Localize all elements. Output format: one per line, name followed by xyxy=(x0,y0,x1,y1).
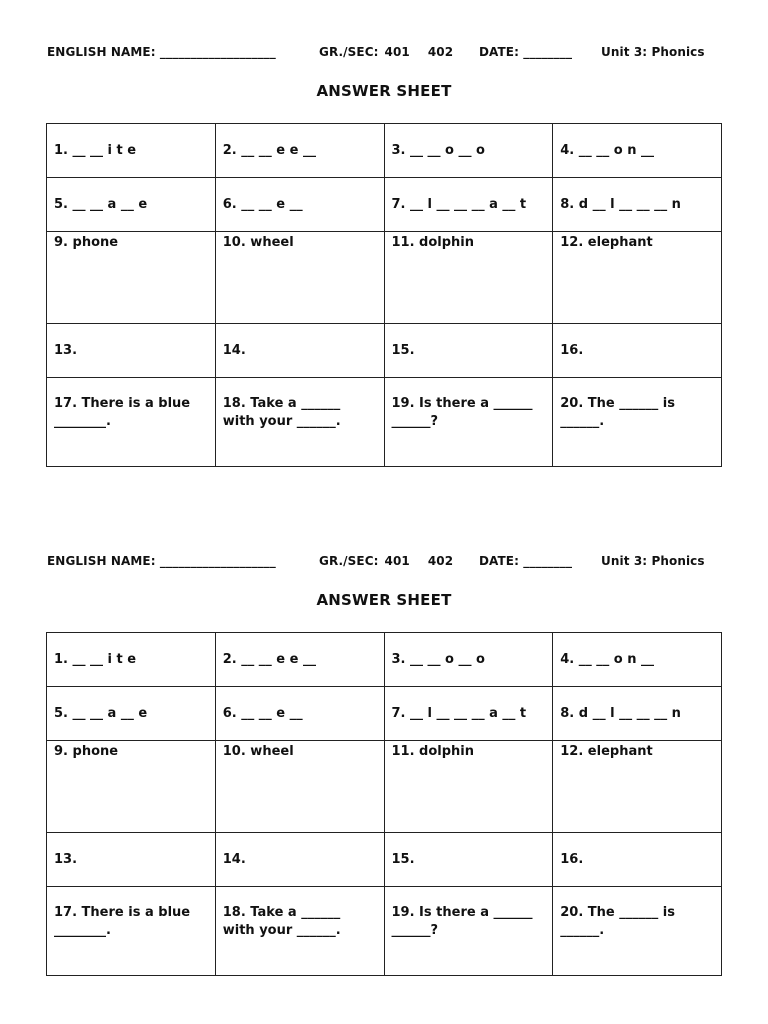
grid-row xyxy=(47,124,722,178)
section-401: 401 xyxy=(384,45,410,59)
answer-cell-15: 15. xyxy=(384,324,553,378)
answer-cell-19: 19. Is there a ______ ______? xyxy=(384,887,553,976)
answer-cell-15: 15. xyxy=(384,833,553,887)
answer-cell-18: 18. Take a ______ with your ______. xyxy=(215,378,384,467)
answer-cell-5: 5. __ __ a __ e xyxy=(47,687,216,741)
section-402: 402 xyxy=(427,45,454,59)
answer-cell-12: 12. elephant xyxy=(553,741,722,833)
date-label: DATE: ________ xyxy=(479,554,573,568)
answer-cell-5: 5. __ __ a __ e xyxy=(47,178,216,232)
answer-grid xyxy=(46,123,722,467)
answer-cell-16: 16. xyxy=(553,324,722,378)
answer-cell-18: 18. Take a ______ with your ______. xyxy=(215,887,384,976)
grid-row xyxy=(47,833,722,887)
answer-cell-16: 16. xyxy=(553,833,722,887)
answer-cell-13: 13. xyxy=(47,833,216,887)
unit-label: Unit 3: Phonics xyxy=(601,554,705,568)
grid-row xyxy=(47,178,722,232)
answer-cell-19: 19. Is there a ______ ______? xyxy=(384,378,553,467)
answer-cell-17: 17. There is a blue ________. xyxy=(47,378,216,467)
answer-cell-20: 20. The ______ is ______. xyxy=(553,378,722,467)
answer-cell-6: 6. __ __ e __ xyxy=(215,687,384,741)
answer-cell-12: 12. elephant xyxy=(553,232,722,324)
answer-cell-3: 3. __ __ o __ o xyxy=(384,124,553,178)
answer-cell-13: 13. xyxy=(47,324,216,378)
answer-cell-9: 9. phone xyxy=(47,741,216,833)
answer-cell-14: 14. xyxy=(215,324,384,378)
answer-cell-7: 7. __ l __ __ __ a __ t xyxy=(384,687,553,741)
english-name-label: ENGLISH NAME: ___________________ xyxy=(47,554,276,568)
section-402: 402 xyxy=(427,554,454,568)
grid-row xyxy=(47,232,722,324)
answer-cell-6: 6. __ __ e __ xyxy=(215,178,384,232)
answer-cell-2: 2. __ __ e e __ xyxy=(215,124,384,178)
answer-cell-20: 20. The ______ is ______. xyxy=(553,887,722,976)
answer-cell-10: 10. wheel xyxy=(215,741,384,833)
grade-section-label: GR./SEC: xyxy=(319,45,379,59)
answer-cell-4: 4. __ __ o n __ xyxy=(553,633,722,687)
unit-label: Unit 3: Phonics xyxy=(601,45,705,59)
grade-section-line xyxy=(319,45,453,59)
date-label: DATE: ________ xyxy=(479,45,573,59)
section-401: 401 xyxy=(384,554,410,568)
answer-grid xyxy=(46,632,722,976)
grid-row xyxy=(47,324,722,378)
grid-row xyxy=(47,633,722,687)
answer-cell-9: 9. phone xyxy=(47,232,216,324)
grade-section-line xyxy=(319,554,453,568)
grid-row xyxy=(47,887,722,976)
answer-cell-4: 4. __ __ o n __ xyxy=(553,124,722,178)
answer-cell-8: 8. d __ l __ __ __ n xyxy=(553,178,722,232)
answer-sheet-title: ANSWER SHEET xyxy=(316,82,452,100)
grid-row xyxy=(47,687,722,741)
answer-sheet-title: ANSWER SHEET xyxy=(316,591,452,609)
answer-cell-17: 17. There is a blue ________. xyxy=(47,887,216,976)
answer-cell-1: 1. __ __ i t e xyxy=(47,124,216,178)
grid-row xyxy=(47,741,722,833)
answer-cell-14: 14. xyxy=(215,833,384,887)
answer-cell-10: 10. wheel xyxy=(215,232,384,324)
answer-cell-11: 11. dolphin xyxy=(384,232,553,324)
answer-cell-8: 8. d __ l __ __ __ n xyxy=(553,687,722,741)
grade-section-label: GR./SEC: xyxy=(319,554,379,568)
answer-cell-11: 11. dolphin xyxy=(384,741,553,833)
english-name-label: ENGLISH NAME: ___________________ xyxy=(47,45,276,59)
answer-cell-3: 3. __ __ o __ o xyxy=(384,633,553,687)
answer-cell-7: 7. __ l __ __ __ a __ t xyxy=(384,178,553,232)
answer-cell-2: 2. __ __ e e __ xyxy=(215,633,384,687)
grid-row xyxy=(47,378,722,467)
answer-cell-1: 1. __ __ i t e xyxy=(47,633,216,687)
